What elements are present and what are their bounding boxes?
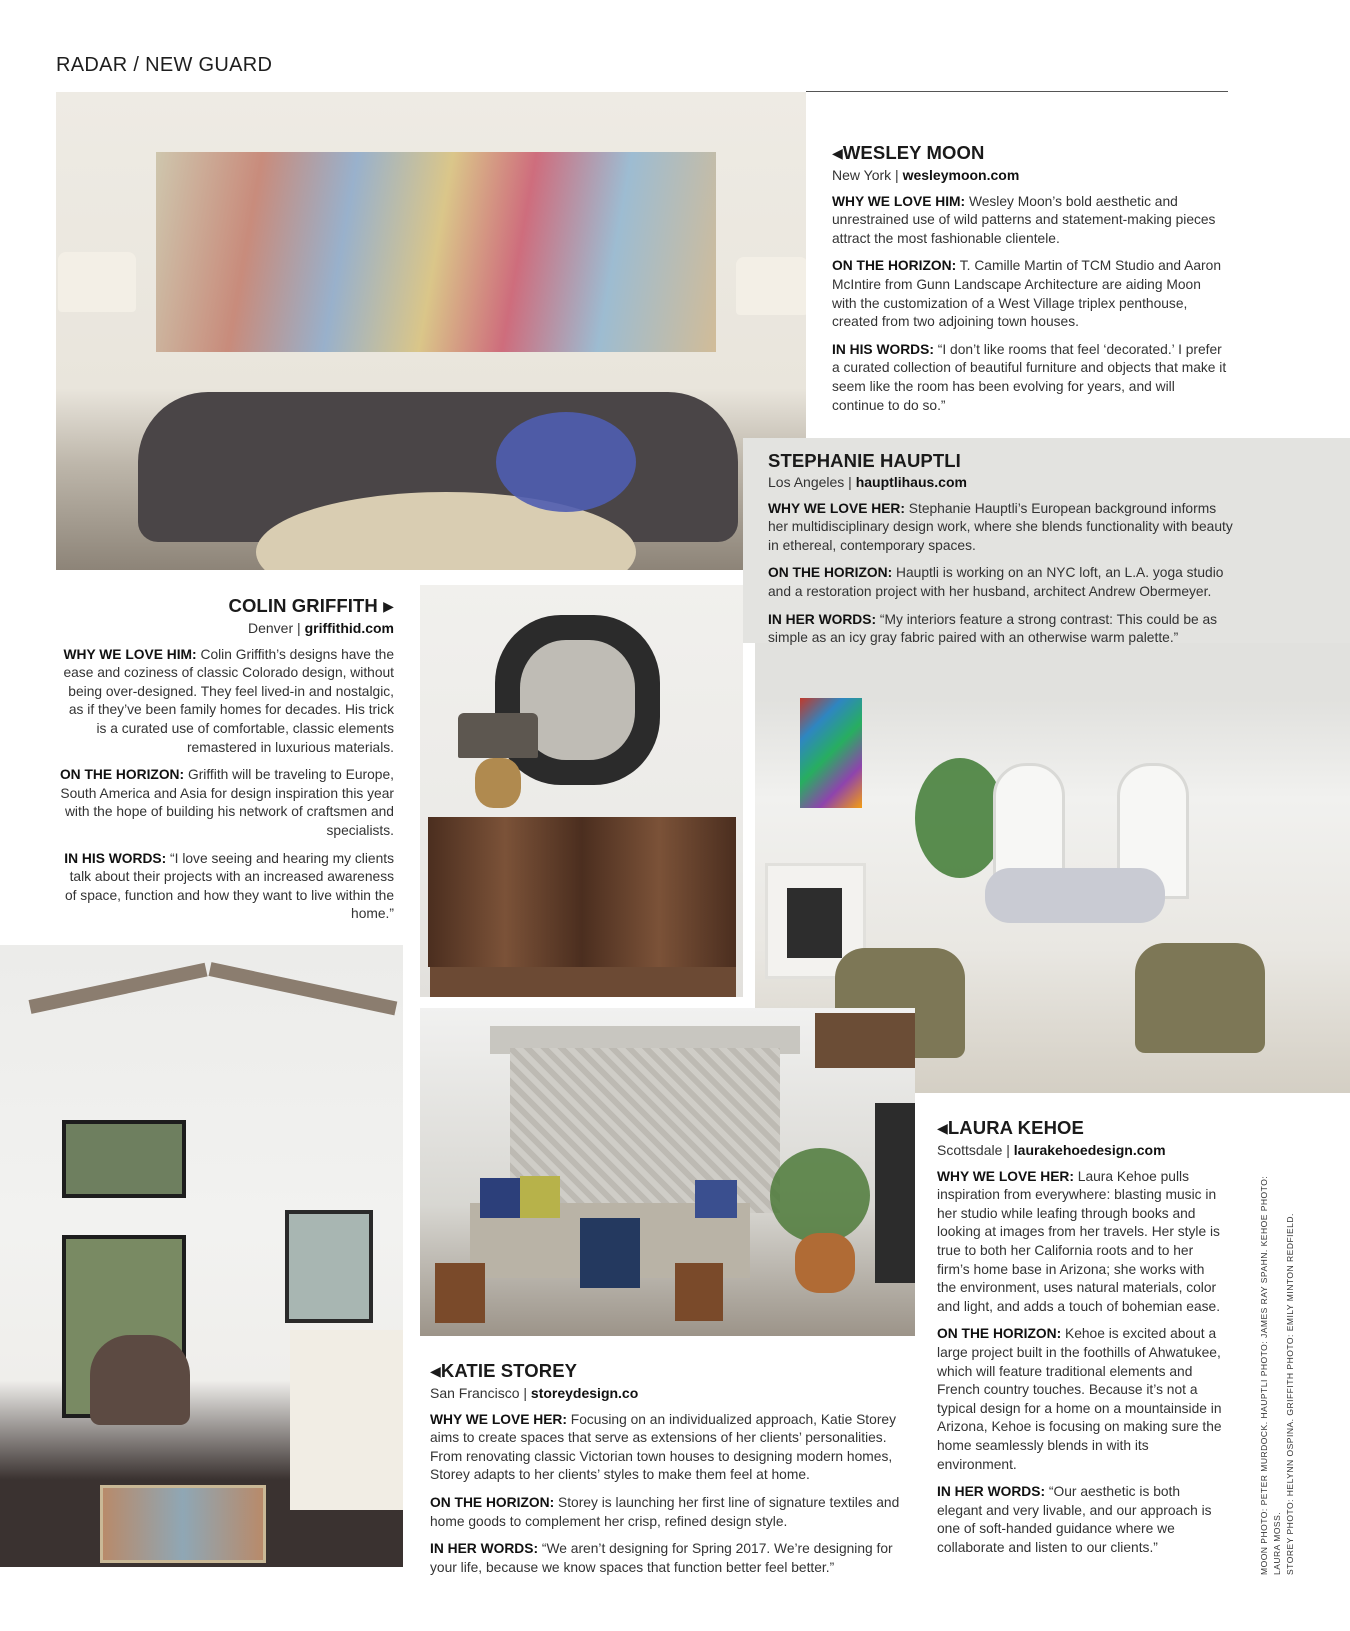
photo-laura-kehoe-bedroom <box>0 945 403 1567</box>
stool <box>435 1263 485 1323</box>
website-link[interactable]: storeydesign.co <box>530 1385 639 1401</box>
designer-name: ◀KATIE STOREY <box>430 1360 578 1381</box>
lounge-chair <box>90 1335 190 1425</box>
designer-name: ◀LAURA KEHOE <box>937 1117 1084 1138</box>
on-the-horizon: ON THE HORIZON: Storey is launching her first line of signature textiles and home goods to complement her crisp, refined design style. <box>430 1494 900 1529</box>
copper-pot <box>795 1233 855 1293</box>
pillow <box>520 1176 560 1218</box>
entry-stephanie-hauptli <box>768 450 1238 657</box>
designer-location: Los Angeles | hauptlihaus.com <box>768 474 967 490</box>
table-lamp-left <box>58 252 136 312</box>
designer-name: STEPHANIE HAUPTLI <box>768 450 961 471</box>
framed-print <box>285 1210 373 1323</box>
in-his-words: IN HIS WORDS: “I don’t like rooms that feel ‘decorated.’ I prefer a curated collection of beautiful furniture and objects that make it seem like the room has been evolving for years, and will continue to do so.” <box>832 341 1227 413</box>
lamp-base <box>475 758 521 808</box>
designer-location: San Francisco | storeydesign.co <box>430 1385 639 1401</box>
on-the-horizon: ON THE HORIZON: T. Camille Martin of TCM Studio and Aaron McIntire from Gunn Landscape Architecture are aiding Moon with the customization of a West Village triplex penthouse, created from two adjoining town houses. <box>832 258 1221 330</box>
arrow-right-icon: ▶ <box>383 598 394 614</box>
why-we-love: WHY WE LOVE HER: Focusing on an individualized approach, Katie Storey aims to create spaces that serve as extensions of her clients’ personalities. From renovating classic Victorian town houses to designing modern homes, Storey adapts to her clients’ styles to make them feel at home. <box>430 1411 896 1483</box>
credits-line: MOON PHOTO: PETER MURDOCK. HAUPTLI PHOTO: JAMES RAY SPAHN. KEHOE PHOTO: LAURA MOSS. <box>1259 1175 1282 1575</box>
arrow-left-icon: ◀ <box>937 1120 948 1136</box>
ceiling-beam-right <box>209 962 398 1015</box>
sideboard <box>428 817 736 967</box>
why-we-love: WHY WE LOVE HER: Stephanie Hauptli’s European background informs her multidisciplinary design work, where she blends functionality with beauty in ethereal, contemporary spaces. <box>768 500 1233 553</box>
sofa <box>985 868 1165 923</box>
in-her-words: IN HER WORDS: “My interiors feature a strong contrast: This could be as simple as an icy gray fabric paired with an otherwise warm palette.” <box>768 611 1218 646</box>
website-link[interactable]: wesleymoon.com <box>902 167 1020 183</box>
in-her-words: IN HER WORDS: “We aren’t designing for Spring 2017. We’re designing for your life, because we know spaces that function better feel better.” <box>430 1541 893 1575</box>
on-the-horizon: ON THE HORIZON: Kehoe is excited about a large project built in the foothills of Ahwatukee, which will feature traditional elements and French country touches. Because it’s not a typical design for a home on a mountainside in Arizona, Kehoe is focusing on making sure the home seamlessly blends in with its environment. <box>937 1326 1222 1472</box>
fireplace-opening <box>787 888 842 958</box>
rug <box>100 1485 266 1563</box>
sideboard-base <box>430 967 736 997</box>
entry-colin-griffith <box>58 595 394 933</box>
fiddle-leaf-tree <box>915 758 1005 878</box>
on-the-horizon: ON THE HORIZON: Hauptli is working on an NYC loft, an L.A. yoga studio and a restoration project with her husband, architect Andrew Obermeyer. <box>768 565 1224 599</box>
plant <box>770 1148 870 1243</box>
entry-wesley-moon <box>832 142 1227 424</box>
pillow <box>695 1180 737 1218</box>
website-link[interactable]: griffithid.com <box>304 620 394 636</box>
upper-window <box>62 1120 186 1198</box>
photo-katie-storey-nook <box>420 1008 915 1336</box>
entry-laura-kehoe <box>937 1117 1222 1566</box>
armchair-right <box>1135 943 1265 1053</box>
arrow-left-icon: ◀ <box>832 145 843 161</box>
designer-location: Denver | griffithid.com <box>248 620 394 636</box>
header-rule <box>806 91 1228 92</box>
arrow-left-icon: ◀ <box>430 1363 441 1379</box>
designer-location: Scottsdale | laurakehoedesign.com <box>937 1142 1166 1158</box>
stool <box>675 1263 723 1321</box>
website-link[interactable]: hauptlihaus.com <box>855 474 967 490</box>
designer-name: COLIN GRIFFITH ▶ <box>228 595 394 616</box>
wall-art <box>800 698 862 808</box>
hydrangea-vase <box>496 412 636 512</box>
photo-wesley-moon-living-room <box>56 92 806 570</box>
pillow <box>480 1178 520 1218</box>
why-we-love: WHY WE LOVE HER: Laura Kehoe pulls inspiration from everywhere: blasting music in her studio while leafing through books and looking at images from her travels. Her style is true to both her California roots and to her firm’s home base in Arizona; she works with the environment, uses natural materials, color and light, and adds a touch of bohemian ease. <box>937 1168 1221 1314</box>
on-the-horizon: ON THE HORIZON: Griffith will be traveling to Europe, South America and Asia for design inspiration this year with the hope of building his network of craftsmen and specialists. <box>59 767 394 838</box>
throw-blanket <box>580 1218 640 1288</box>
lampshade <box>458 713 538 758</box>
bed <box>290 1330 403 1510</box>
website-link[interactable]: laurakehoedesign.com <box>1013 1142 1166 1158</box>
painting <box>156 152 716 352</box>
photo-credits <box>1258 1155 1297 1575</box>
fireplace <box>875 1103 915 1283</box>
designer-location: New York | wesleymoon.com <box>832 167 1020 183</box>
photo-colin-griffith-sideboard <box>420 585 743 997</box>
in-her-words: IN HER WORDS: “Our aesthetic is both elegant and very livable, and our approach is one of soft-handed guidance where we collaborate and listen to our clients.” <box>937 1484 1212 1555</box>
table-lamp-right <box>736 257 806 315</box>
why-we-love: WHY WE LOVE HIM: Colin Griffith’s designs have the ease and coziness of classic Colorado design, without being over-designed. They feel lived-in and nostalgic, as if they’ve been family homes for decades. His trick is a curated use of comfortable, classic elements remastered in luxurious materials. <box>63 646 394 755</box>
in-his-words: IN HIS WORDS: “I love seeing and hearing my clients talk about their projects with an increased awareness of space, function and how they want to live within the home.” <box>64 850 394 922</box>
entry-katie-storey <box>430 1360 908 1586</box>
why-we-love: WHY WE LOVE HIM: Wesley Moon’s bold aesthetic and unrestrained use of wild patterns and statement-making pieces attract the most fashionable clientele. <box>832 193 1216 246</box>
designer-name: ◀WESLEY MOON <box>832 142 985 163</box>
wood-mantel <box>815 1013 915 1068</box>
credits-line: STOREY PHOTO: HELYNN OSPINA. GRIFFITH PHOTO: EMILY MINTON REDFIELD. <box>1285 1213 1295 1575</box>
ceiling-beam-left <box>29 963 208 1014</box>
section-heading: RADAR / NEW GUARD <box>56 54 273 76</box>
